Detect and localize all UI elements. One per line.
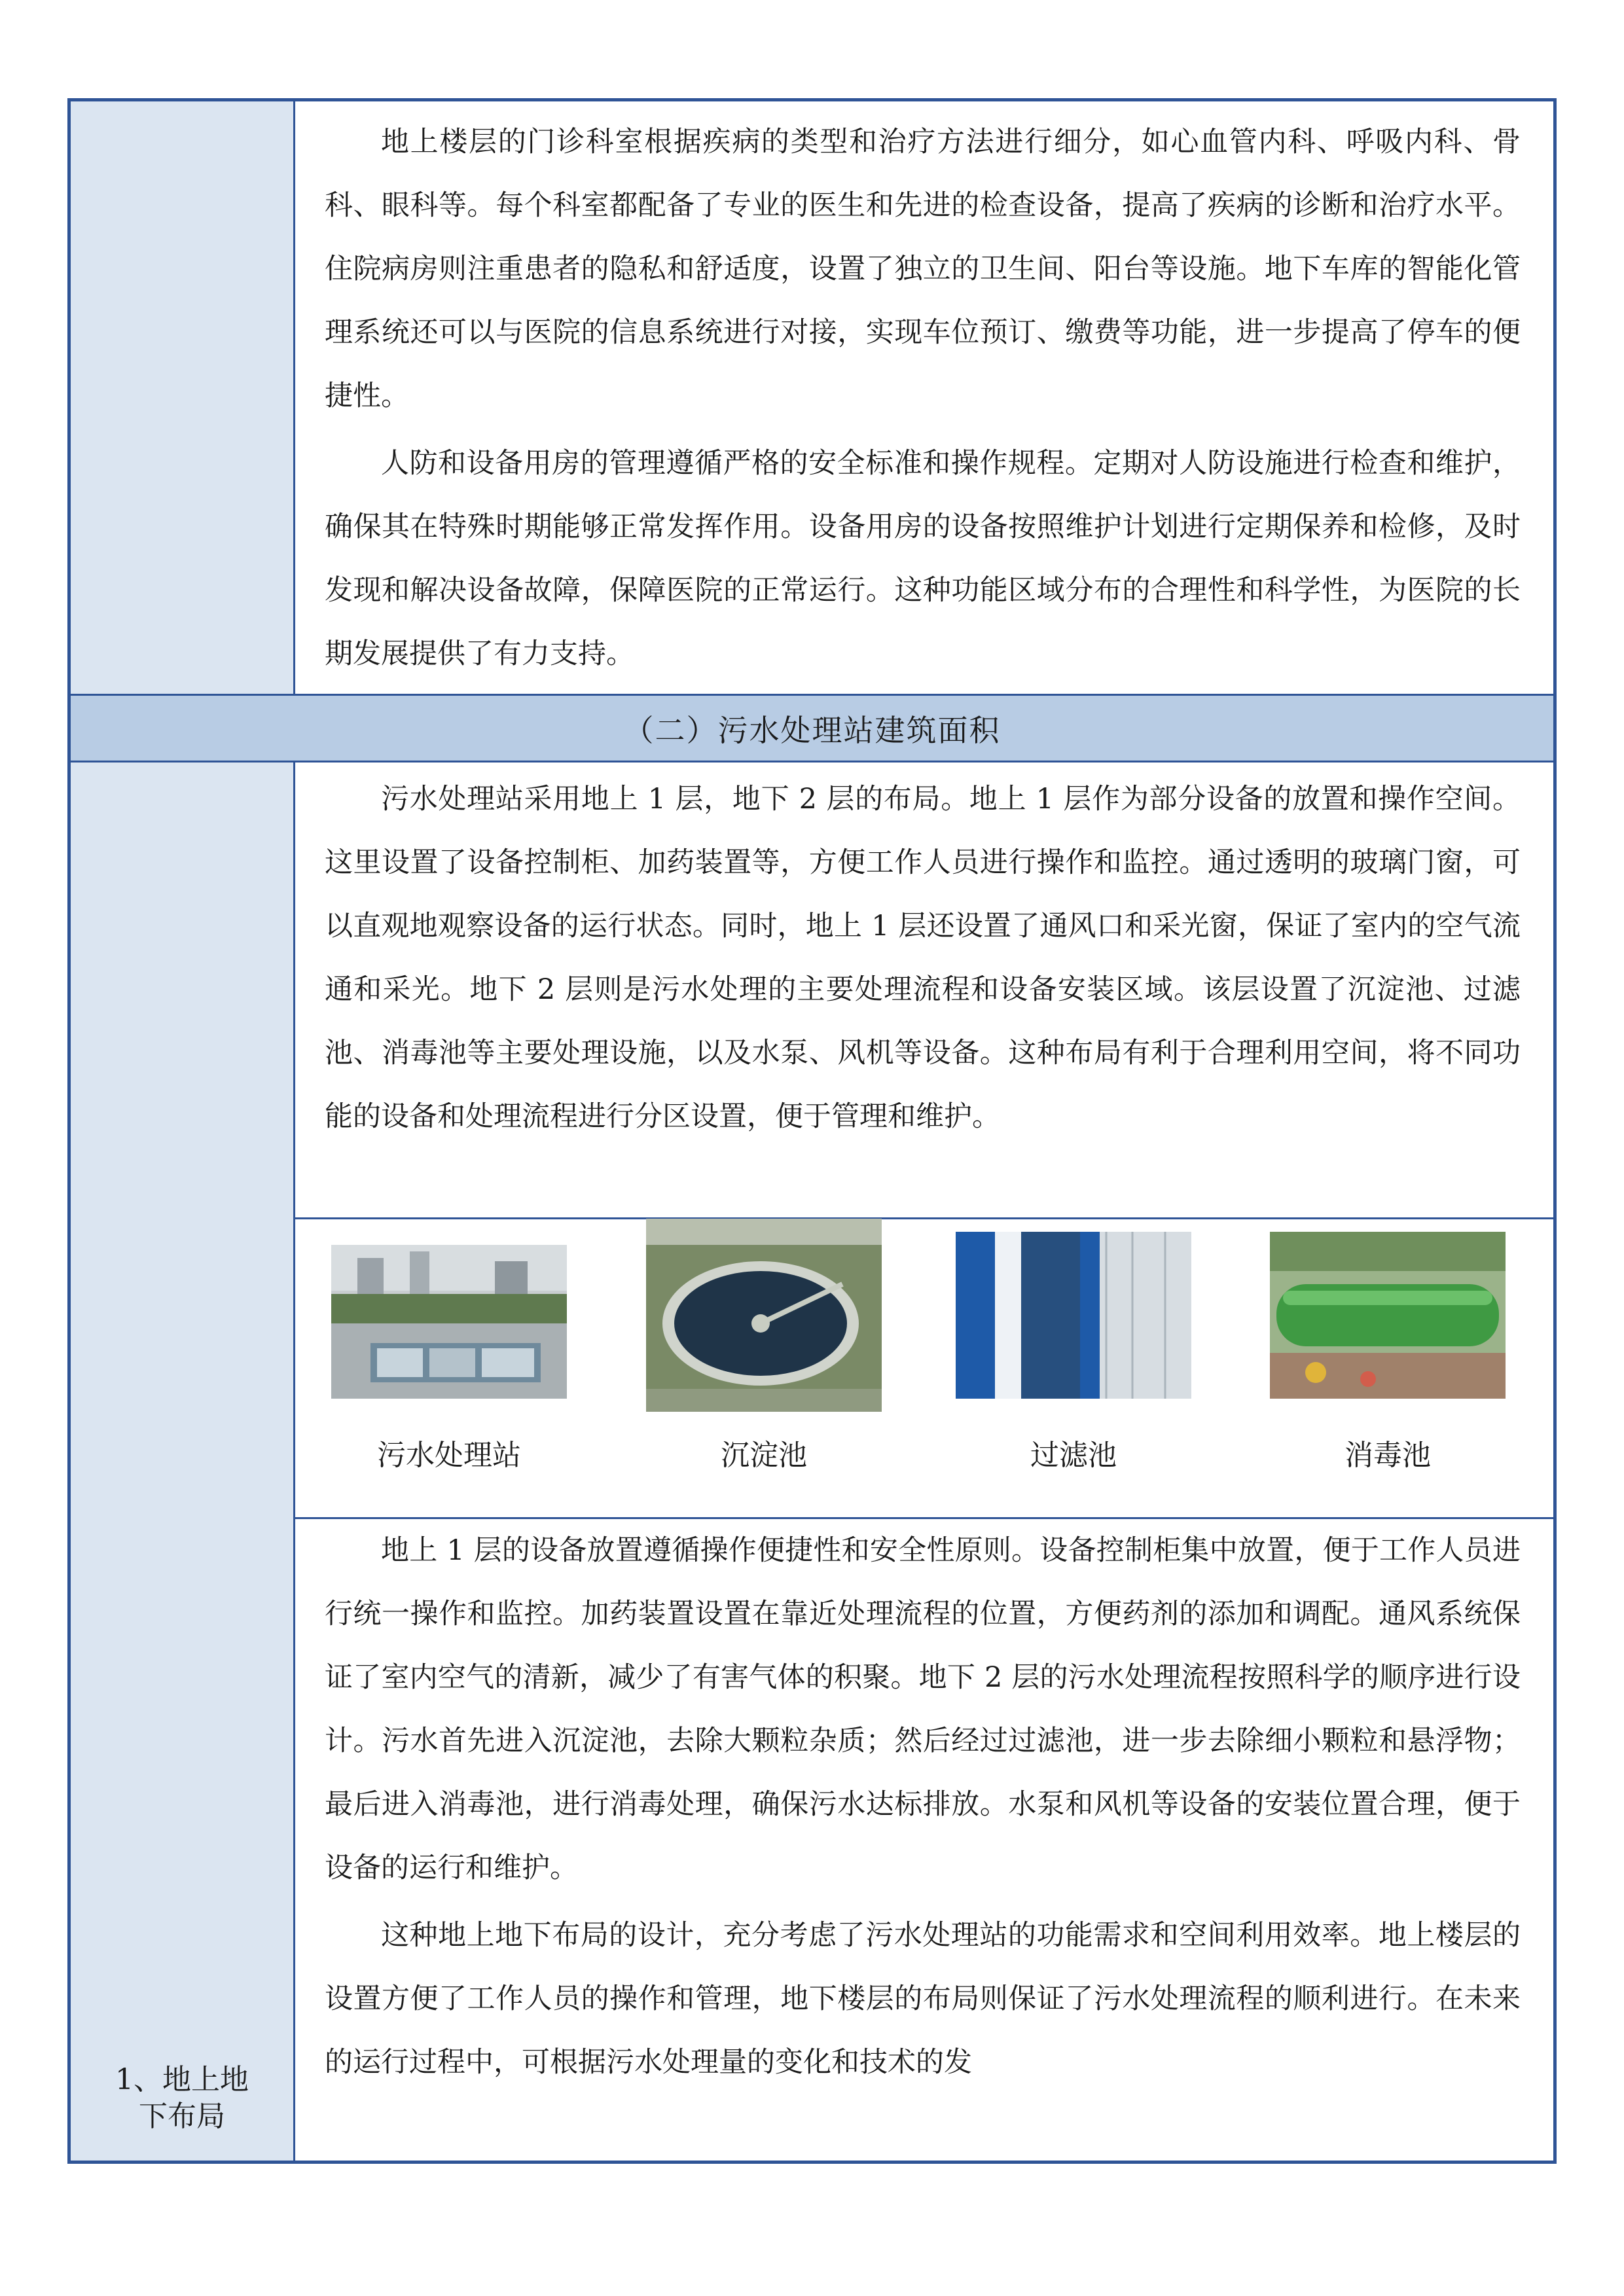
paragraph: 地上楼层的门诊科室根据疾病的类型和治疗方法进行细分，如心血管内科、呼吸内科、骨科、眼科等。每个科室都配备了专业的医生和先进的检查设备，提高了疾病的诊断和治疗水平。住院病房则注重患者的隐私和舒适度，设置了独立的卫生间、阳台等设施。地下车库的智能化管理系统还可以与医院的信息系统进行对接，实现车位预订、缴费等功能，进一步提高了停车的便捷性。 bbox=[325, 126, 1521, 412]
left-column-label-cell bbox=[71, 762, 295, 2161]
filter-tank-photo bbox=[956, 1232, 1191, 1399]
paragraph: 地上 1 层的设备放置遵循操作便捷性和安全性原则。设备控制柜集中放置，便于工作人员进行统一操作和监控。加药装置设置在靠近处理流程的位置，方便药剂的添加和调配。通风系统保证了室内空气的清新，减少了有害气体的积聚。地下 2 层的污水处理流程按照科学的顺序进行设计。污水首先进入沉淀池，去除大颗粒杂质；然后经过过滤池，进一步去除细小颗粒和悬浮物；最后进入消毒池，进行消毒处理，确保污水达标排放。水泵和风机等设备的安装位置合理，便于设备的运行和维护。 bbox=[325, 1534, 1521, 1884]
photo-row bbox=[295, 1219, 1553, 1517]
sedimentation-tank-photo bbox=[646, 1219, 882, 1412]
photo-caption: 污水处理站 bbox=[377, 1439, 521, 1472]
sewage-station-photo bbox=[331, 1245, 567, 1399]
section-title: （二）污水处理站建筑面积 bbox=[623, 712, 1001, 748]
layout-text-cell bbox=[295, 762, 1553, 1217]
paragraph: 这种地上地下布局的设计，充分考虑了污水处理站的功能需求和空间利用效率。地上楼层的设置方便了工作人员的操作和管理，地下楼层的布局则保证了污水处理流程的顺利进行。在未来的运行过程中，可根据污水处理量的变化和技术的发 bbox=[325, 1919, 1521, 2079]
disinfection-tank-photo bbox=[1270, 1232, 1506, 1399]
paragraph: 人防和设备用房的管理遵循严格的安全标准和操作规程。定期对人防设施进行检查和维护，确保其在特殊时期能够正常发挥作用。设备用房的设备按照维护计划进行定期保养和检修，及时发现和解决设备故障，保障医院的正常运行。这种功能区域分布的合理性和科学性，为医院的长期发展提供了有力支持。 bbox=[325, 447, 1521, 670]
content-table bbox=[67, 98, 1557, 2164]
photo-caption: 过滤池 bbox=[1030, 1439, 1117, 1472]
photo-caption: 消毒池 bbox=[1344, 1439, 1431, 1472]
bottom-text-cell bbox=[295, 1519, 1553, 2161]
paragraph: 污水处理站采用地上 1 层，地下 2 层的布局。地上 1 层作为部分设备的放置和操作空间。这里设置了设备控制柜、加药装置等，方便工作人员进行操作和监控。通过透明的玻璃门窗，可以直观地观察设备的运行状态。同时，地上 1 层还设置了通风口和采光窗，保证了室内的空气流通和采光。地下 2 层则是污水处理的主要处理流程和设备安装区域。该层设置了沉淀池、过滤池、消毒池等主要处理设施，以及水泵、风机等设备。这种布局有利于合理利用空间，将不同功能的设备和处理流程进行分区设置，便于管理和维护。 bbox=[325, 783, 1521, 1133]
row-label: 1、地上地下布局 bbox=[115, 2063, 249, 2133]
top-text-cell bbox=[295, 101, 1553, 694]
left-column-top-cell bbox=[71, 101, 295, 694]
photo-caption: 沉淀池 bbox=[721, 1439, 807, 1472]
section-header bbox=[71, 694, 1553, 762]
